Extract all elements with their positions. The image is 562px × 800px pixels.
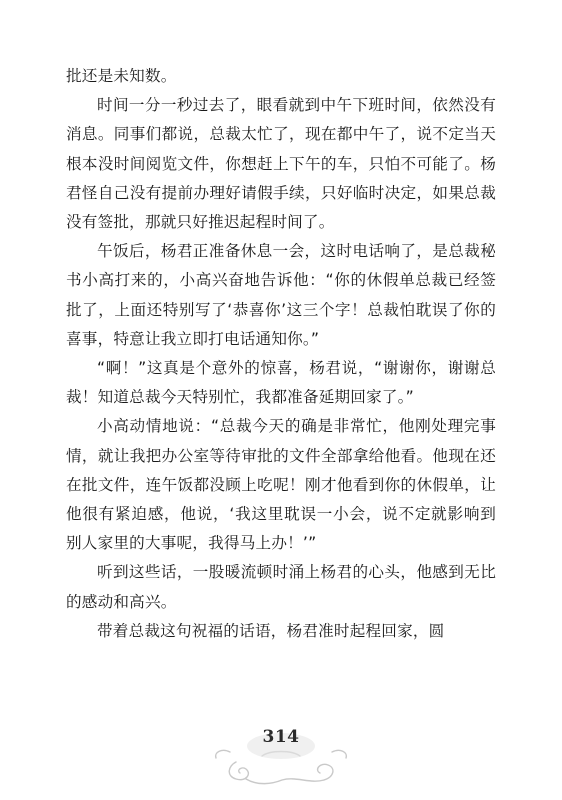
page-body <box>66 62 496 646</box>
page-footer <box>0 722 562 792</box>
paragraph-4: “啊！”这真是个意外的惊喜，杨君说，“谢谢你，谢谢总裁！知道总裁今天特别忙，我都准备延期回家了。” <box>66 359 496 407</box>
paragraph-6: 听到这些话，一股暖流顿时涌上杨君的心头，他感到无比的感动和高兴。 <box>66 563 496 611</box>
paragraph-3: 午饭后，杨君正准备休息一会，这时电话响了，是总裁秘书小高打来的，小高兴奋地告诉他：“你的休假单总裁已经签批了，上面还特别写了‘恭喜你’这三个字！总裁怕耽误了你的喜事，特意让我立即打电话通知你。” <box>66 242 496 348</box>
paragraph-1: 批还是未知数。 <box>66 67 177 85</box>
paragraph-2: 时间一分一秒过去了，眼看就到中午下班时间，依然没有消息。同事们都说，总裁太忙了，现在都中午了，说不定当天根本没时间阅览文件，你想赶上下午的车，只怕不可能了。杨君怪自己没有提前办理好请假手续，只好临时决定，如果总裁没有签批，那就只好推迟起程时间了。 <box>66 96 496 232</box>
page-number: 314 <box>262 727 300 747</box>
paragraph-5: 小高动情地说：“总裁今天的确是非常忙，他刚处理完事情，就让我把办公室等待审批的文件全部拿给他看。他现在还在批文件，连午饭都没顾上吃呢！刚才他看到你的休假单，让他很有紧迫感，他说，‘我这里耽误一小会，说不定就影响到别人家里的大事呢，我得马上办！’” <box>66 417 496 553</box>
paragraph-7: 带着总裁这句祝福的话语，杨君准时起程回家，圆 <box>97 621 445 640</box>
